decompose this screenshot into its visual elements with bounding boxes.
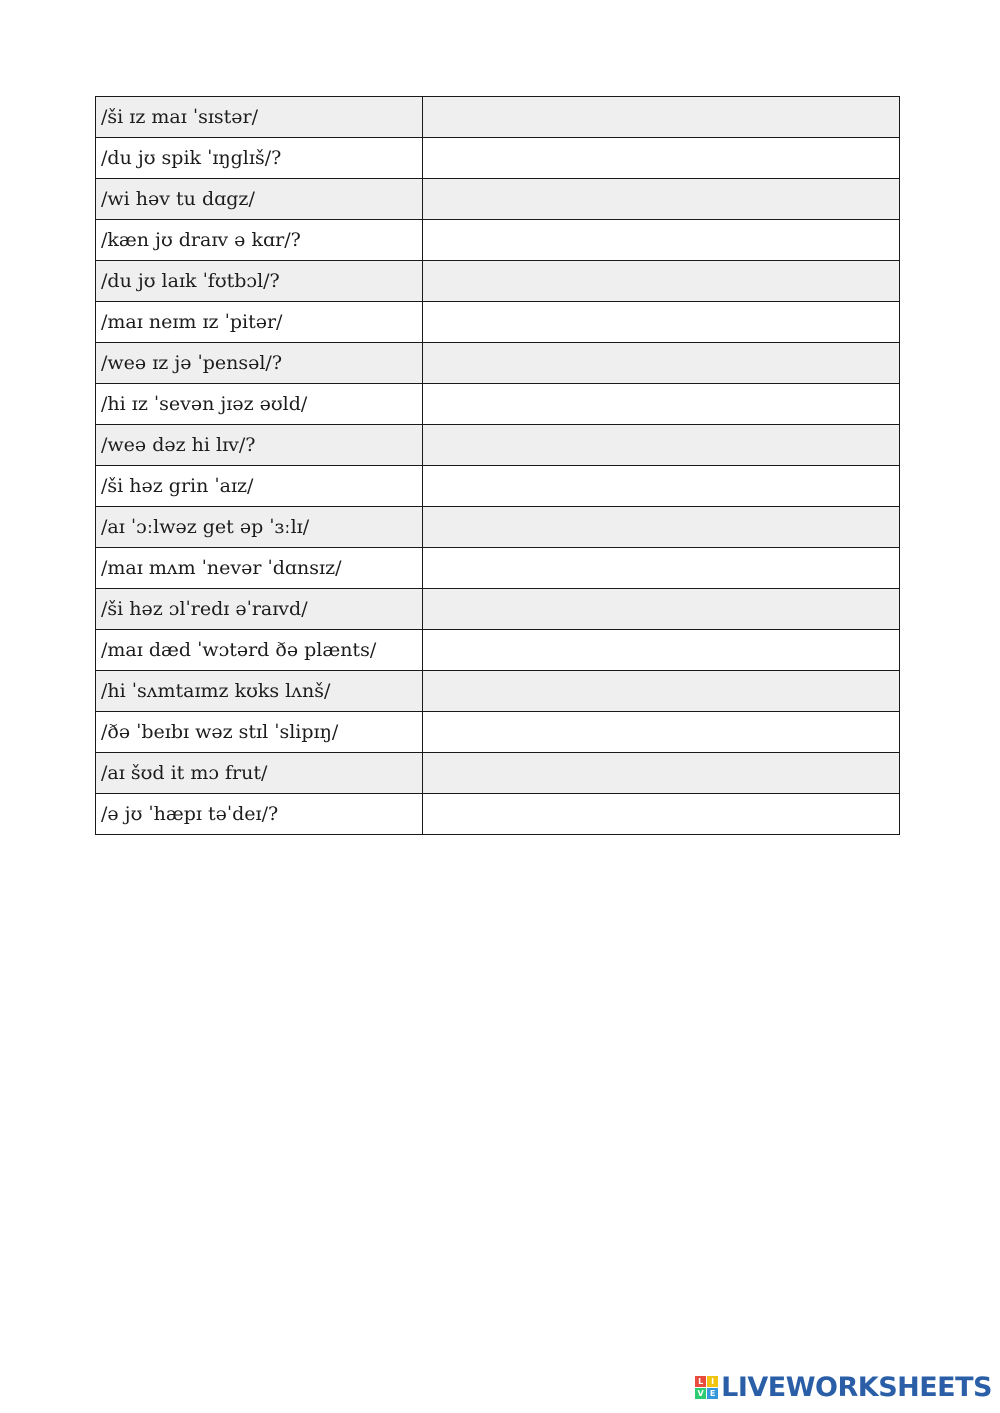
- ipa-text: /kæn jʊ draɪv ə kɑr/?: [101, 229, 301, 251]
- ipa-text: /hi ˈsʌmtaɪmz kʊks lʌnš/: [101, 680, 331, 702]
- answer-cell[interactable]: [423, 343, 900, 384]
- ipa-cell: [96, 425, 423, 466]
- answer-cell[interactable]: [423, 466, 900, 507]
- table-row: [96, 630, 900, 671]
- liveworksheets-logo-icon: [695, 1376, 718, 1399]
- worksheet-rows: [96, 97, 900, 835]
- answer-input[interactable]: [423, 425, 899, 465]
- answer-input[interactable]: [423, 261, 899, 301]
- ipa-cell: [96, 589, 423, 630]
- table-row: [96, 794, 900, 835]
- ipa-text: /maɪ neɪm ɪz ˈpitər/: [101, 311, 283, 333]
- answer-input[interactable]: [423, 671, 899, 711]
- answer-cell[interactable]: [423, 671, 900, 712]
- answer-cell[interactable]: [423, 220, 900, 261]
- table-row: [96, 466, 900, 507]
- answer-cell[interactable]: [423, 425, 900, 466]
- table-row: [96, 220, 900, 261]
- answer-cell[interactable]: [423, 179, 900, 220]
- logo-letter: V: [695, 1388, 706, 1399]
- table-row: [96, 712, 900, 753]
- table-row: [96, 671, 900, 712]
- answer-cell[interactable]: [423, 97, 900, 138]
- ipa-cell: [96, 466, 423, 507]
- logo-letter: E: [707, 1388, 718, 1399]
- answer-input[interactable]: [423, 179, 899, 219]
- answer-cell[interactable]: [423, 589, 900, 630]
- answer-input[interactable]: [423, 630, 899, 670]
- answer-input[interactable]: [423, 384, 899, 424]
- ipa-cell: [96, 507, 423, 548]
- ipa-cell: [96, 548, 423, 589]
- ipa-cell: [96, 384, 423, 425]
- table-row: [96, 589, 900, 630]
- logo-letter: L: [695, 1376, 706, 1387]
- ipa-text: /maɪ mʌm ˈnevər ˈdɑnsɪz/: [101, 557, 342, 579]
- answer-cell[interactable]: [423, 261, 900, 302]
- ipa-text: /ši həz grin ˈaɪz/: [101, 475, 254, 497]
- answer-cell[interactable]: [423, 753, 900, 794]
- answer-input[interactable]: [423, 466, 899, 506]
- brand-text: LIVEWORKSHEETS: [721, 1372, 992, 1403]
- answer-input[interactable]: [423, 794, 899, 834]
- ipa-cell: [96, 794, 423, 835]
- answer-input[interactable]: [423, 507, 899, 547]
- worksheet-table: [95, 96, 900, 835]
- ipa-cell: [96, 712, 423, 753]
- answer-input[interactable]: [423, 712, 899, 752]
- liveworksheets-brand: [695, 1372, 992, 1403]
- ipa-text: /ši həz ɔlˈredɪ əˈraɪvd/: [101, 598, 308, 620]
- answer-input[interactable]: [423, 220, 899, 260]
- ipa-text: /maɪ dæd ˈwɔtərd ðə plænts/: [101, 639, 377, 661]
- ipa-text: /ðə ˈbeɪbɪ wəz stɪl ˈslipɪŋ/: [101, 721, 339, 743]
- ipa-text: /ši ɪz maɪ ˈsɪstər/: [101, 106, 259, 128]
- ipa-text: /hi ɪz ˈsevən jɪəz əʊld/: [101, 393, 308, 415]
- ipa-cell: [96, 138, 423, 179]
- ipa-cell: [96, 97, 423, 138]
- table-row: [96, 753, 900, 794]
- table-row: [96, 425, 900, 466]
- table-row: [96, 507, 900, 548]
- answer-cell[interactable]: [423, 548, 900, 589]
- ipa-text: /weə ɪz jə ˈpensəl/?: [101, 352, 283, 374]
- ipa-text: /du jʊ laɪk ˈfʊtbɔl/?: [101, 270, 280, 292]
- ipa-text: /wi həv tu dɑgz/: [101, 188, 255, 210]
- table-row: [96, 179, 900, 220]
- answer-cell[interactable]: [423, 384, 900, 425]
- answer-input[interactable]: [423, 589, 899, 629]
- ipa-cell: [96, 261, 423, 302]
- ipa-cell: [96, 630, 423, 671]
- answer-cell[interactable]: [423, 794, 900, 835]
- answer-input[interactable]: [423, 548, 899, 588]
- answer-input[interactable]: [423, 343, 899, 383]
- table-row: [96, 384, 900, 425]
- ipa-text: /aɪ šʊd it mɔ frut/: [101, 762, 268, 784]
- ipa-cell: [96, 343, 423, 384]
- ipa-text: /weə dəz hi lɪv/?: [101, 434, 256, 456]
- table-row: [96, 97, 900, 138]
- ipa-text: /du jʊ spik ˈɪŋglɪš/?: [101, 147, 282, 169]
- answer-cell[interactable]: [423, 630, 900, 671]
- ipa-cell: [96, 671, 423, 712]
- answer-cell[interactable]: [423, 712, 900, 753]
- answer-input[interactable]: [423, 302, 899, 342]
- table-row: [96, 343, 900, 384]
- logo-letter: I: [707, 1376, 718, 1387]
- ipa-cell: [96, 179, 423, 220]
- answer-cell[interactable]: [423, 302, 900, 343]
- table-row: [96, 548, 900, 589]
- ipa-text: /ə jʊ ˈhæpɪ təˈdeɪ/?: [101, 803, 279, 825]
- ipa-cell: [96, 220, 423, 261]
- ipa-cell: [96, 753, 423, 794]
- table-row: [96, 138, 900, 179]
- answer-input[interactable]: [423, 753, 899, 793]
- table-row: [96, 302, 900, 343]
- answer-input[interactable]: [423, 138, 899, 178]
- answer-input[interactable]: [423, 97, 899, 137]
- ipa-cell: [96, 302, 423, 343]
- answer-cell[interactable]: [423, 138, 900, 179]
- ipa-text: /aɪ ˈɔːlwəz get əp ˈɜːlɪ/: [101, 516, 310, 538]
- table-row: [96, 261, 900, 302]
- answer-cell[interactable]: [423, 507, 900, 548]
